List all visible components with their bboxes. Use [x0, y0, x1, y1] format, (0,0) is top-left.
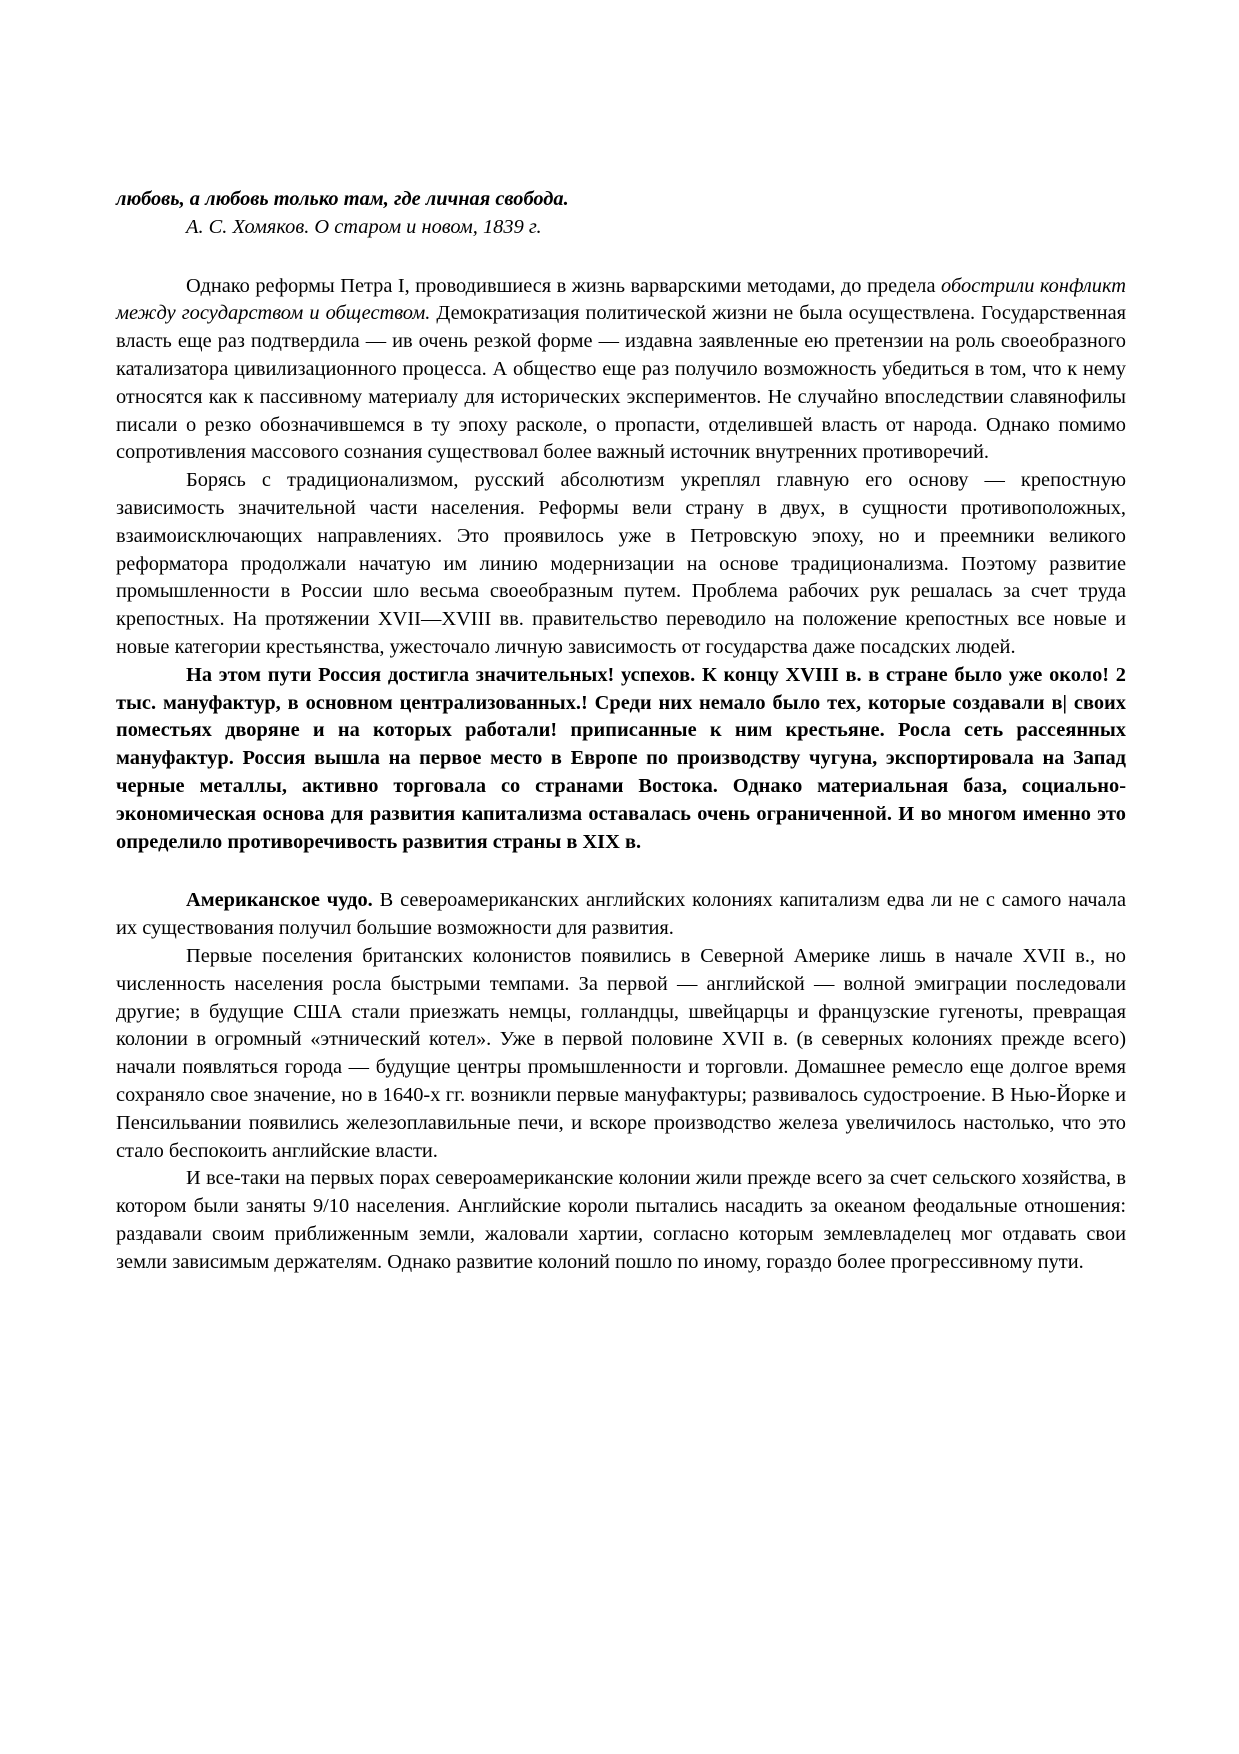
epigraph-source: А. С. Хомяков. О старом и новом, 1839 г. — [186, 215, 542, 238]
paragraph-text: Однако реформы Петра I, проводившиеся в жизнь варварскими методами, до предела — [186, 274, 942, 297]
spacer — [116, 242, 1126, 273]
paragraph-peter-reforms — [116, 273, 1126, 468]
section-lead: Американское чудо. — [186, 889, 373, 912]
paragraph-american-miracle — [116, 887, 1126, 943]
document-page — [116, 186, 1126, 1276]
paragraph-agriculture: И все-таки на первых порах североамериканские колонии жили прежде всего за счет сельского хозяйства, в котором были заняты 9/10 населения. Английские короли пытались насадить за океаном феодальные отношения: раздавали своим приближенным земли, жаловали хартии, согласно которым землевладелец мог отдавать свои земли зависимым держателям. Однако развитие колоний пошло по иному, гораздо более прогрессивному пути. — [116, 1167, 1126, 1273]
epigraph-line: любовь, а любовь только там, где личная свобода. — [116, 188, 569, 210]
spacer — [116, 856, 1126, 887]
paragraph-british-colonists: Первые поселения британских колонистов появились в Северной Америке лишь в начале XVII в., но численность населения росла быстрыми темпами. За первой — английской — волной эмиграции последовали другие; в будущие США стали приезжать немцы, голландцы, швейцарцы и французские гугеноты, превращая колонии в огромный «этнический котел». Уже в первой половине XVII в. (в северных колониях прежде всего) начали появляться города — будущие центры промышленности и торговли. Домашнее ремесло еще долгое время сохраняло свое значение, но в 1640-х гг. возникли первые мануфактуры; развивалось судостроение. В Нью-Йорке и Пенсильвании появились железоплавильные печи, и вскоре производство железа увеличилось настолько, что это стало беспокоить английские власти. — [116, 944, 1126, 1162]
paragraph-absolutism: Борясь с традиционализмом, русский абсолютизм укреплял главную его основу — крепостную зависимость значительной части населения. Реформы вели страну в двух, в сущности противоположных, взаимоисключающих направлениях. Это проявилось уже в Петровскую эпоху, но и преемники великого реформатора продолжали начатую им линию модернизации на основе традиционализма. Поэтому развитие промышленности в России шло весьма своеобразным путем. Проблема рабочих рук решалась за счет труда крепостных. На протяжении XVII—XVIII вв. правительство переводило на положение крепостных все новые и новые категории крестьянства, ужесточало личную зависимость от государства даже посадских людей. — [116, 469, 1126, 658]
paragraph-text: Демократизация политической жизни не была осуществлена. Государственная власть еще раз подтвердила — ив очень резкой форме — издавна заявленные ею претензии на роль своеобразного катализатора цивилизационного процесса. А общество еще раз получило возможность убедиться в том, что к нему относятся как к пассивному материалу для исторических экспериментов. Не случайно впоследствии славянофилы писали о резко обозначившемся в ту эпоху расколе, о пропасти, отделившей власть от народа. Однако помимо сопротивления массового сознания существовал более важный источник внутренних противоречий. — [116, 302, 1127, 464]
paragraph-manufactures: На этом пути Россия достигла значительных! успехов. К концу XVIII в. в стране было уже около! 2 тыс. мануфактур, в основном централизованных.! Среди них немало было тех, которые создавали в| своих поместьях дворяне и на которых работали! приписанные к ним крестьяне. Росла сеть рассеянных мануфактур. Россия вышла на первое место в Европе по производству чугуна, экспортировала на Запад черные металлы, активно торговала со странами Востока. Однако материальная база, социально-экономическая основа для развития капитализма оставалась очень ограниченной. И во многом именно это определило противоречивость развития страны в XIX в. — [116, 663, 1126, 853]
emphasized-text: обострили конфликт между государством и обществом. — [116, 274, 1126, 325]
paragraph-text: В североамериканских английских колониях капитализм едва ли не с самого начала их существования получил большие возможности для развития. — [116, 889, 1126, 940]
